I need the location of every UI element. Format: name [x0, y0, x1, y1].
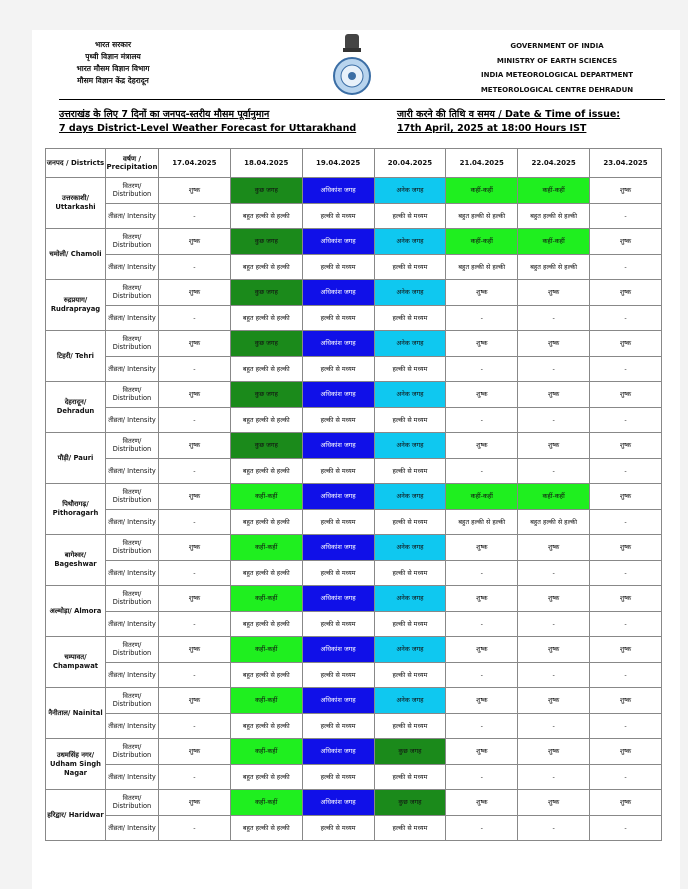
col-date-header: 19.04.2025	[302, 149, 374, 178]
distribution-cell: शुष्क	[518, 790, 590, 816]
intensity-cell: -	[518, 713, 590, 739]
distribution-cell: शुष्क	[590, 280, 662, 306]
intensity-cell: -	[590, 713, 662, 739]
intensity-cell: -	[590, 509, 662, 535]
intensity-cell: -	[159, 305, 231, 331]
distribution-cell: शुष्क	[590, 535, 662, 561]
table-row	[46, 586, 662, 612]
table-row	[46, 305, 662, 331]
district-name: नैनीताल/ Nainital	[46, 688, 106, 739]
distribution-cell: अधिकांश जगह	[302, 433, 374, 459]
distribution-cell: शुष्क	[159, 535, 231, 561]
intensity-cell: -	[590, 254, 662, 280]
distribution-cell: कुछ जगह	[230, 382, 302, 408]
intensity-cell: -	[446, 611, 518, 637]
district-name: चम्पावत/ Champawat	[46, 637, 106, 688]
intensity-cell: -	[159, 560, 231, 586]
intensity-cell: हल्की से मध्यम	[374, 458, 446, 484]
intensity-cell: बहुत हल्की से हल्की	[230, 203, 302, 229]
header-hindi-line: मौसम विज्ञान केंद्र देहरादून	[77, 76, 149, 85]
distribution-cell: शुष्क	[518, 433, 590, 459]
table-row	[46, 611, 662, 637]
intensity-cell: -	[590, 458, 662, 484]
distribution-cell: अधिकांश जगह	[302, 688, 374, 714]
district-name: उत्तरकाशी/ Uttarkashi	[46, 178, 106, 229]
distribution-cell: कहीं-कहीं	[518, 484, 590, 510]
table-row	[46, 815, 662, 841]
intensity-cell: हल्की से मध्यम	[374, 254, 446, 280]
col-date-header: 20.04.2025	[374, 149, 446, 178]
intensity-cell: -	[446, 662, 518, 688]
intensity-cell: हल्की से मध्यम	[302, 203, 374, 229]
distribution-label: वितरण/ Distribution	[106, 688, 159, 714]
intensity-label: तीव्रता/ Intensity	[106, 509, 159, 535]
table-row	[46, 662, 662, 688]
distribution-cell: कुछ जगह	[230, 178, 302, 204]
distribution-label: वितरण/ Distribution	[106, 331, 159, 357]
distribution-cell: कहीं-कहीं	[446, 178, 518, 204]
intensity-cell: -	[518, 407, 590, 433]
intensity-cell: हल्की से मध्यम	[374, 356, 446, 382]
distribution-cell: कुछ जगह	[230, 280, 302, 306]
intensity-cell: हल्की से मध्यम	[374, 815, 446, 841]
distribution-cell: शुष्क	[518, 739, 590, 765]
issue-info	[397, 108, 667, 136]
distribution-cell: शुष्क	[590, 484, 662, 510]
intensity-cell: -	[518, 356, 590, 382]
header-english-line: MINISTRY OF EARTH SCIENCES	[496, 56, 618, 65]
intensity-cell: हल्की से मध्यम	[302, 713, 374, 739]
distribution-cell: कहीं-कहीं	[518, 178, 590, 204]
intensity-cell: बहुत हल्की से हल्की	[446, 509, 518, 535]
distribution-cell: शुष्क	[159, 229, 231, 255]
distribution-cell: शुष्क	[446, 535, 518, 561]
intensity-cell: बहुत हल्की से हल्की	[446, 203, 518, 229]
distribution-cell: शुष्क	[159, 280, 231, 306]
table-row	[46, 713, 662, 739]
intensity-cell: -	[159, 254, 231, 280]
distribution-cell: शुष्क	[590, 688, 662, 714]
issue-value: 17th April, 2025 at 18:00 Hours IST	[397, 123, 587, 134]
distribution-cell: शुष्क	[159, 637, 231, 663]
intensity-cell: हल्की से मध्यम	[302, 560, 374, 586]
distribution-cell: अनेक जगह	[374, 688, 446, 714]
table-row	[46, 229, 662, 255]
intensity-cell: हल्की से मध्यम	[302, 764, 374, 790]
intensity-cell: बहुत हल्की से हल्की	[230, 611, 302, 637]
distribution-label: वितरण/ Distribution	[106, 382, 159, 408]
distribution-cell: शुष्क	[446, 382, 518, 408]
col-date-header: 23.04.2025	[590, 149, 662, 178]
intensity-cell: बहुत हल्की से हल्की	[230, 356, 302, 382]
intensity-cell: हल्की से मध्यम	[302, 356, 374, 382]
distribution-cell: अनेक जगह	[374, 433, 446, 459]
district-name: पौड़ी/ Pauri	[46, 433, 106, 484]
intensity-label: तीव्रता/ Intensity	[106, 407, 159, 433]
table-row	[46, 560, 662, 586]
intensity-cell: हल्की से मध्यम	[374, 305, 446, 331]
intensity-cell: हल्की से मध्यम	[374, 611, 446, 637]
distribution-cell: शुष्क	[518, 586, 590, 612]
intensity-cell: हल्की से मध्यम	[302, 254, 374, 280]
forecast-title	[59, 108, 359, 136]
district-name: रुद्रप्रयाग/ Rudraprayag	[46, 280, 106, 331]
distribution-cell: शुष्क	[446, 637, 518, 663]
intensity-cell: -	[159, 662, 231, 688]
distribution-cell: अधिकांश जगह	[302, 739, 374, 765]
intensity-cell: हल्की से मध्यम	[374, 407, 446, 433]
distribution-cell: शुष्क	[159, 433, 231, 459]
intensity-cell: बहुत हल्की से हल्की	[230, 815, 302, 841]
distribution-label: वितरण/ Distribution	[106, 790, 159, 816]
table-row	[46, 254, 662, 280]
distribution-label: वितरण/ Distribution	[106, 280, 159, 306]
col-precip-header: वर्षण / Precipitation	[106, 149, 159, 178]
distribution-cell: कुछ जगह	[374, 739, 446, 765]
intensity-cell: -	[446, 407, 518, 433]
title-english: 7 days District-Level Weather Forecast for Uttarakhand	[59, 123, 357, 134]
intensity-cell: -	[446, 764, 518, 790]
distribution-cell: कुछ जगह	[374, 790, 446, 816]
distribution-cell: शुष्क	[159, 484, 231, 510]
col-date-header: 22.04.2025	[518, 149, 590, 178]
intensity-cell: हल्की से मध्यम	[374, 764, 446, 790]
distribution-cell: शुष्क	[159, 178, 231, 204]
intensity-cell: बहुत हल्की से हल्की	[518, 509, 590, 535]
distribution-cell: शुष्क	[518, 535, 590, 561]
intensity-cell: -	[518, 611, 590, 637]
distribution-cell: शुष्क	[446, 586, 518, 612]
district-name: बागेश्वर/ Bageshwar	[46, 535, 106, 586]
intensity-label: तीव्रता/ Intensity	[106, 356, 159, 382]
table-row	[46, 484, 662, 510]
distribution-label: वितरण/ Distribution	[106, 739, 159, 765]
intensity-cell: -	[159, 407, 231, 433]
distribution-cell: अनेक जगह	[374, 331, 446, 357]
intensity-cell: -	[590, 764, 662, 790]
intensity-label: तीव्रता/ Intensity	[106, 764, 159, 790]
distribution-cell: अधिकांश जगह	[302, 382, 374, 408]
distribution-cell: कहीं-कहीं	[230, 637, 302, 663]
table-row	[46, 458, 662, 484]
distribution-cell: शुष्क	[446, 331, 518, 357]
distribution-cell: शुष्क	[590, 178, 662, 204]
col-district-header: जनपद / Districts	[46, 149, 106, 178]
table-row	[46, 203, 662, 229]
distribution-cell: शुष्क	[518, 331, 590, 357]
distribution-cell: शुष्क	[159, 331, 231, 357]
distribution-label: वितरण/ Distribution	[106, 586, 159, 612]
table-row	[46, 739, 662, 765]
intensity-cell: बहुत हल्की से हल्की	[230, 305, 302, 331]
intensity-cell: -	[446, 560, 518, 586]
table-row	[46, 688, 662, 714]
district-name: चमोली/ Chamoli	[46, 229, 106, 280]
distribution-cell: कुछ जगह	[230, 229, 302, 255]
distribution-cell: अनेक जगह	[374, 637, 446, 663]
header-english-line: METEOROLOGICAL CENTRE DEHRADUN	[480, 85, 634, 94]
table-row	[46, 535, 662, 561]
distribution-cell: कहीं-कहीं	[230, 790, 302, 816]
distribution-cell: कहीं-कहीं	[446, 229, 518, 255]
intensity-cell: -	[159, 815, 231, 841]
intensity-cell: -	[159, 509, 231, 535]
intensity-cell: बहुत हल्की से हल्की	[230, 560, 302, 586]
intensity-cell: हल्की से मध्यम	[302, 611, 374, 637]
intensity-label: तीव्रता/ Intensity	[106, 815, 159, 841]
header-hindi-line: भारत सरकार	[94, 40, 132, 49]
table-row	[46, 790, 662, 816]
distribution-cell: शुष्क	[590, 382, 662, 408]
intensity-cell: हल्की से मध्यम	[374, 713, 446, 739]
distribution-cell: अनेक जगह	[374, 382, 446, 408]
intensity-cell: बहुत हल्की से हल्की	[230, 407, 302, 433]
distribution-cell: शुष्क	[446, 688, 518, 714]
distribution-cell: कहीं-कहीं	[230, 586, 302, 612]
intensity-label: तीव्रता/ Intensity	[106, 713, 159, 739]
table-row	[46, 637, 662, 663]
distribution-cell: अधिकांश जगह	[302, 790, 374, 816]
distribution-cell: अधिकांश जगह	[302, 637, 374, 663]
intensity-cell: -	[518, 305, 590, 331]
distribution-cell: शुष्क	[446, 433, 518, 459]
intensity-cell: -	[446, 713, 518, 739]
intensity-cell: बहुत हल्की से हल्की	[446, 254, 518, 280]
col-date-header: 21.04.2025	[446, 149, 518, 178]
intensity-cell: हल्की से मध्यम	[302, 407, 374, 433]
table-row	[46, 764, 662, 790]
distribution-label: वितरण/ Distribution	[106, 178, 159, 204]
intensity-cell: -	[590, 662, 662, 688]
intensity-cell: हल्की से मध्यम	[374, 203, 446, 229]
intensity-cell: -	[446, 305, 518, 331]
intensity-cell: बहुत हल्की से हल्की	[230, 254, 302, 280]
table-row	[46, 280, 662, 306]
intensity-cell: -	[446, 815, 518, 841]
district-name: अल्मोड़ा/ Almora	[46, 586, 106, 637]
distribution-cell: कहीं-कहीं	[230, 535, 302, 561]
intensity-cell: हल्की से मध्यम	[374, 560, 446, 586]
distribution-label: वितरण/ Distribution	[106, 637, 159, 663]
district-name: हरिद्वार/ Haridwar	[46, 790, 106, 841]
header-hindi	[54, 39, 172, 87]
table-row	[46, 433, 662, 459]
intensity-cell: -	[159, 611, 231, 637]
distribution-cell: शुष्क	[518, 637, 590, 663]
distribution-cell: अधिकांश जगह	[302, 331, 374, 357]
district-name: उधमसिंह नगर/ Udham Singh Nagar	[46, 739, 106, 790]
distribution-cell: अधिकांश जगह	[302, 178, 374, 204]
intensity-cell: -	[446, 356, 518, 382]
distribution-cell: अधिकांश जगह	[302, 280, 374, 306]
distribution-cell: अनेक जगह	[374, 535, 446, 561]
intensity-cell: -	[518, 764, 590, 790]
distribution-cell: अधिकांश जगह	[302, 535, 374, 561]
title-hindi: उत्तराखंड के लिए 7 दिनों का जनपद-स्तरीय मौसम पूर्वानुमान	[59, 109, 270, 120]
district-name: देहरादून/ Dehradun	[46, 382, 106, 433]
intensity-cell: हल्की से मध्यम	[302, 458, 374, 484]
distribution-cell: अनेक जगह	[374, 280, 446, 306]
distribution-cell: कुछ जगह	[230, 331, 302, 357]
intensity-cell: बहुत हल्की से हल्की	[230, 458, 302, 484]
distribution-label: वितरण/ Distribution	[106, 229, 159, 255]
intensity-cell: बहुत हल्की से हल्की	[230, 764, 302, 790]
intensity-label: तीव्रता/ Intensity	[106, 254, 159, 280]
intensity-cell: बहुत हल्की से हल्की	[230, 509, 302, 535]
intensity-cell: बहुत हल्की से हल्की	[518, 254, 590, 280]
intensity-cell: हल्की से मध्यम	[302, 509, 374, 535]
header-hindi-line: पृथ्वी विज्ञान मंत्रालय	[85, 52, 141, 61]
intensity-label: तीव्रता/ Intensity	[106, 458, 159, 484]
header-hindi-line: भारत मौसम विज्ञान विभाग	[76, 64, 150, 73]
distribution-cell: शुष्क	[159, 739, 231, 765]
distribution-label: वितरण/ Distribution	[106, 433, 159, 459]
forecast-table	[45, 148, 662, 841]
intensity-cell: -	[590, 560, 662, 586]
distribution-cell: शुष्क	[159, 382, 231, 408]
intensity-cell: बहुत हल्की से हल्की	[230, 662, 302, 688]
forecast-page	[32, 30, 680, 889]
intensity-label: तीव्रता/ Intensity	[106, 662, 159, 688]
distribution-cell: कहीं-कहीं	[518, 229, 590, 255]
intensity-cell: -	[446, 458, 518, 484]
distribution-cell: अनेक जगह	[374, 484, 446, 510]
intensity-cell: -	[518, 458, 590, 484]
distribution-cell: शुष्क	[446, 739, 518, 765]
intensity-cell: -	[159, 713, 231, 739]
header-english	[472, 39, 642, 97]
table-row	[46, 382, 662, 408]
table-row	[46, 356, 662, 382]
intensity-cell: -	[590, 407, 662, 433]
distribution-cell: अधिकांश जगह	[302, 229, 374, 255]
distribution-cell: कहीं-कहीं	[230, 688, 302, 714]
distribution-cell: कहीं-कहीं	[230, 484, 302, 510]
intensity-cell: -	[518, 815, 590, 841]
intensity-cell: हल्की से मध्यम	[302, 815, 374, 841]
intensity-label: तीव्रता/ Intensity	[106, 611, 159, 637]
distribution-cell: शुष्क	[590, 229, 662, 255]
distribution-cell: कुछ जगह	[230, 433, 302, 459]
intensity-cell: हल्की से मध्यम	[374, 662, 446, 688]
issue-label: जारी करने की तिथि व समय / Date & Time of issue:	[397, 109, 621, 120]
intensity-cell: हल्की से मध्यम	[302, 305, 374, 331]
intensity-cell: -	[159, 764, 231, 790]
distribution-cell: अधिकांश जगह	[302, 586, 374, 612]
intensity-cell: बहुत हल्की से हल्की	[230, 713, 302, 739]
distribution-cell: शुष्क	[518, 382, 590, 408]
intensity-cell: -	[159, 203, 231, 229]
distribution-cell: शुष्क	[446, 280, 518, 306]
col-date-header: 17.04.2025	[159, 149, 231, 178]
header-divider	[59, 99, 665, 100]
intensity-cell: -	[518, 662, 590, 688]
distribution-cell: अनेक जगह	[374, 586, 446, 612]
distribution-cell: शुष्क	[518, 280, 590, 306]
district-name: पिथौरागढ़/ Pithoragarh	[46, 484, 106, 535]
intensity-cell: -	[590, 203, 662, 229]
distribution-cell: शुष्क	[590, 637, 662, 663]
distribution-label: वितरण/ Distribution	[106, 484, 159, 510]
intensity-cell: -	[590, 611, 662, 637]
header-english-line: GOVERNMENT OF INDIA	[510, 42, 604, 50]
distribution-cell: शुष्क	[159, 790, 231, 816]
table-row	[46, 407, 662, 433]
intensity-cell: -	[590, 305, 662, 331]
header-english-line: INDIA METEOROLOGICAL DEPARTMENT	[480, 71, 634, 79]
national-emblem-icon	[330, 32, 374, 100]
intensity-cell: -	[159, 356, 231, 382]
distribution-cell: अनेक जगह	[374, 178, 446, 204]
distribution-cell: शुष्क	[590, 790, 662, 816]
intensity-cell: हल्की से मध्यम	[374, 509, 446, 535]
district-name: टिहरी/ Tehri	[46, 331, 106, 382]
intensity-label: तीव्रता/ Intensity	[106, 305, 159, 331]
distribution-cell: शुष्क	[159, 688, 231, 714]
intensity-cell: -	[159, 458, 231, 484]
distribution-cell: शुष्क	[590, 433, 662, 459]
distribution-cell: कहीं-कहीं	[230, 739, 302, 765]
col-date-header: 18.04.2025	[230, 149, 302, 178]
table-header-row	[46, 149, 662, 178]
distribution-cell: शुष्क	[159, 586, 231, 612]
distribution-cell: कहीं-कहीं	[446, 484, 518, 510]
intensity-cell: -	[518, 560, 590, 586]
table-row	[46, 331, 662, 357]
intensity-label: तीव्रता/ Intensity	[106, 560, 159, 586]
table-row	[46, 178, 662, 204]
distribution-cell: अधिकांश जगह	[302, 484, 374, 510]
intensity-cell: बहुत हल्की से हल्की	[518, 203, 590, 229]
distribution-cell: शुष्क	[590, 586, 662, 612]
intensity-label: तीव्रता/ Intensity	[106, 203, 159, 229]
distribution-cell: शुष्क	[518, 688, 590, 714]
distribution-cell: शुष्क	[590, 331, 662, 357]
distribution-cell: शुष्क	[590, 739, 662, 765]
distribution-cell: शुष्क	[446, 790, 518, 816]
intensity-cell: -	[590, 815, 662, 841]
distribution-cell: अनेक जगह	[374, 229, 446, 255]
table-row	[46, 509, 662, 535]
intensity-cell: -	[590, 356, 662, 382]
distribution-label: वितरण/ Distribution	[106, 535, 159, 561]
intensity-cell: हल्की से मध्यम	[302, 662, 374, 688]
